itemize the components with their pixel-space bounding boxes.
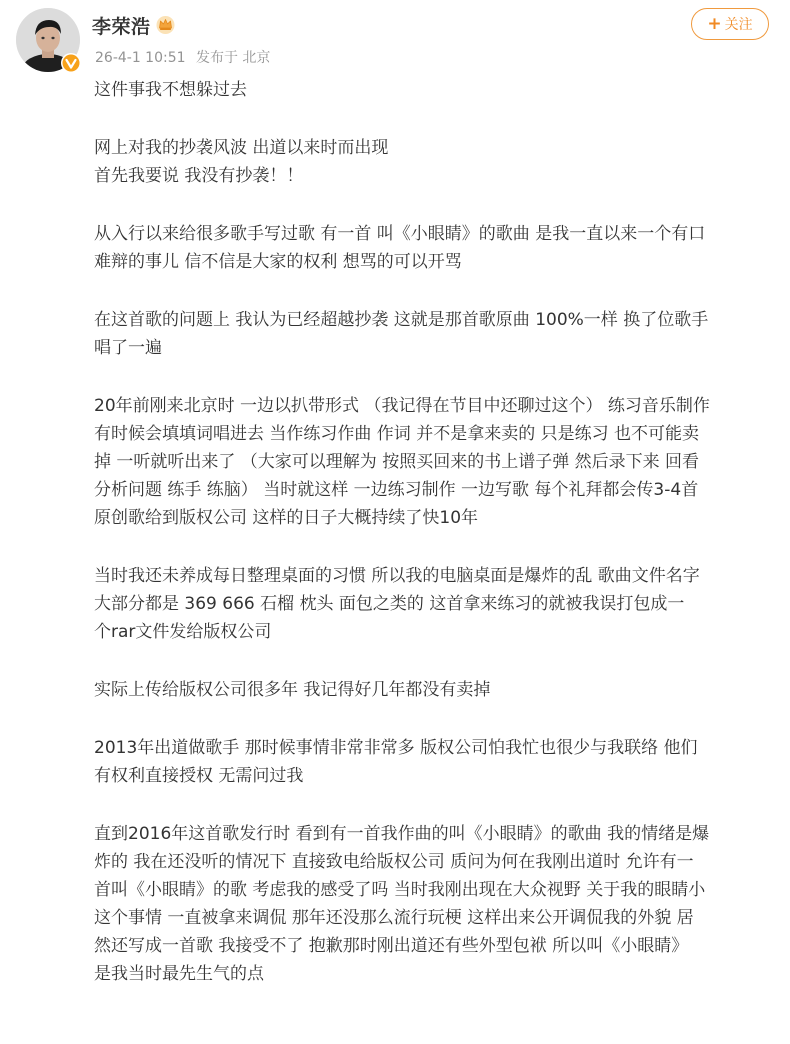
post-paragraph (94, 134, 780, 190)
crown-icon (155, 14, 176, 35)
post-paragraph (94, 392, 780, 532)
post-text-line: 唱了一遍 (94, 338, 162, 358)
follow-button[interactable] (691, 8, 769, 40)
post-text-line: 有时候会填填词唱进去 当作练习作曲 作词 并不是拿来卖的 只是练习 也不可能卖 (94, 424, 700, 444)
post-text-line: 首先我要说 我没有抄袭！！ (94, 166, 304, 186)
verified-badge-icon (60, 52, 82, 74)
post-meta (95, 47, 276, 67)
post-text-line: 大部分都是 369 666 石榴 枕头 面包之类的 这首拿来练习的就被我误打包成一 (94, 594, 685, 614)
author-name[interactable]: 李荣浩 (92, 16, 151, 38)
post-paragraph (94, 562, 780, 646)
post-text-line: 在这首歌的问题上 我认为已经超越抄袭 这就是那首歌原曲 100%一样 换了位歌手 (94, 310, 709, 330)
post-text-line: 炸的 我在还没听的情况下 直接致电给版权公司 质问为何在我刚出道时 允许有一 (94, 852, 694, 872)
post-text-line: 难辩的事儿 信不信是大家的权利 想骂的可以开骂 (94, 252, 462, 272)
post-location: 发布于 北京 (195, 50, 271, 66)
post-text-line: 掉 一听就听出来了 （大家可以理解为 按照买回来的书上谱子弹 然后录下来 回看 (94, 452, 700, 472)
post-text-line: 然还写成一首歌 我接受不了 抱歉那时刚出道还有些外型包袱 所以叫《小眼睛》 (94, 936, 689, 956)
post-text-line: 2013年出道做歌手 那时候事情非常非常多 版权公司怕我忙也很少与我联络 他们 (94, 738, 698, 758)
author-avatar[interactable] (16, 8, 80, 72)
post-text-line: 这个事情 一直被拿来调侃 那年还没那么流行玩梗 这样出来公开调侃我的外貌 居 (94, 908, 694, 928)
post-datetime[interactable]: 26-4-1 10:51 (95, 50, 186, 66)
post-text-line: 有权利直接授权 无需问过我 (94, 766, 304, 786)
post-paragraph (94, 76, 780, 104)
post-text-line: 直到2016年这首歌发行时 看到有一首我作曲的叫《小眼睛》的歌曲 我的情绪是爆 (94, 824, 710, 844)
post-text-line: 20年前刚来北京时 一边以扒带形式 （我记得在节目中还聊过这个） 练习音乐制作 (94, 396, 710, 416)
post-text-line: 实际上传给版权公司很多年 我记得好几年都没有卖掉 (94, 680, 491, 700)
post-text-line: 首叫《小眼睛》的歌 考虑我的感受了吗 当时我刚出现在大众视野 关于我的眼睛小 (94, 880, 706, 900)
post-text-line: 是我当时最先生气的点 (94, 964, 264, 984)
plus-icon: + (707, 13, 722, 34)
post-paragraph (94, 306, 780, 362)
post-paragraph (94, 734, 780, 790)
post-text-line: 这件事我不想躲过去 (94, 80, 247, 100)
post-text-line: 当时我还未养成每日整理桌面的习惯 所以我的电脑桌面是爆炸的乱 歌曲文件名字 (94, 566, 700, 586)
post-paragraph (94, 220, 780, 276)
post-paragraph (94, 676, 780, 704)
post-text-line: 个rar文件发给版权公司 (94, 622, 272, 642)
post-text-line: 分析问题 练手 练脑） 当时就这样 一边练习制作 一边写歌 每个礼拜都会传3-4首 (94, 480, 699, 500)
post-text-line: 网上对我的抄袭风波 出道以来时而出现 (94, 138, 389, 158)
post-text-line: 从入行以来给很多歌手写过歌 有一首 叫《小眼睛》的歌曲 是我一直以来一个有口 (94, 224, 706, 244)
post-text-line: 原创歌给到版权公司 这样的日子大概持续了快10年 (94, 508, 479, 528)
post-paragraph (94, 820, 780, 988)
follow-button-label: 关注 (724, 17, 753, 33)
post-body (94, 76, 780, 1018)
